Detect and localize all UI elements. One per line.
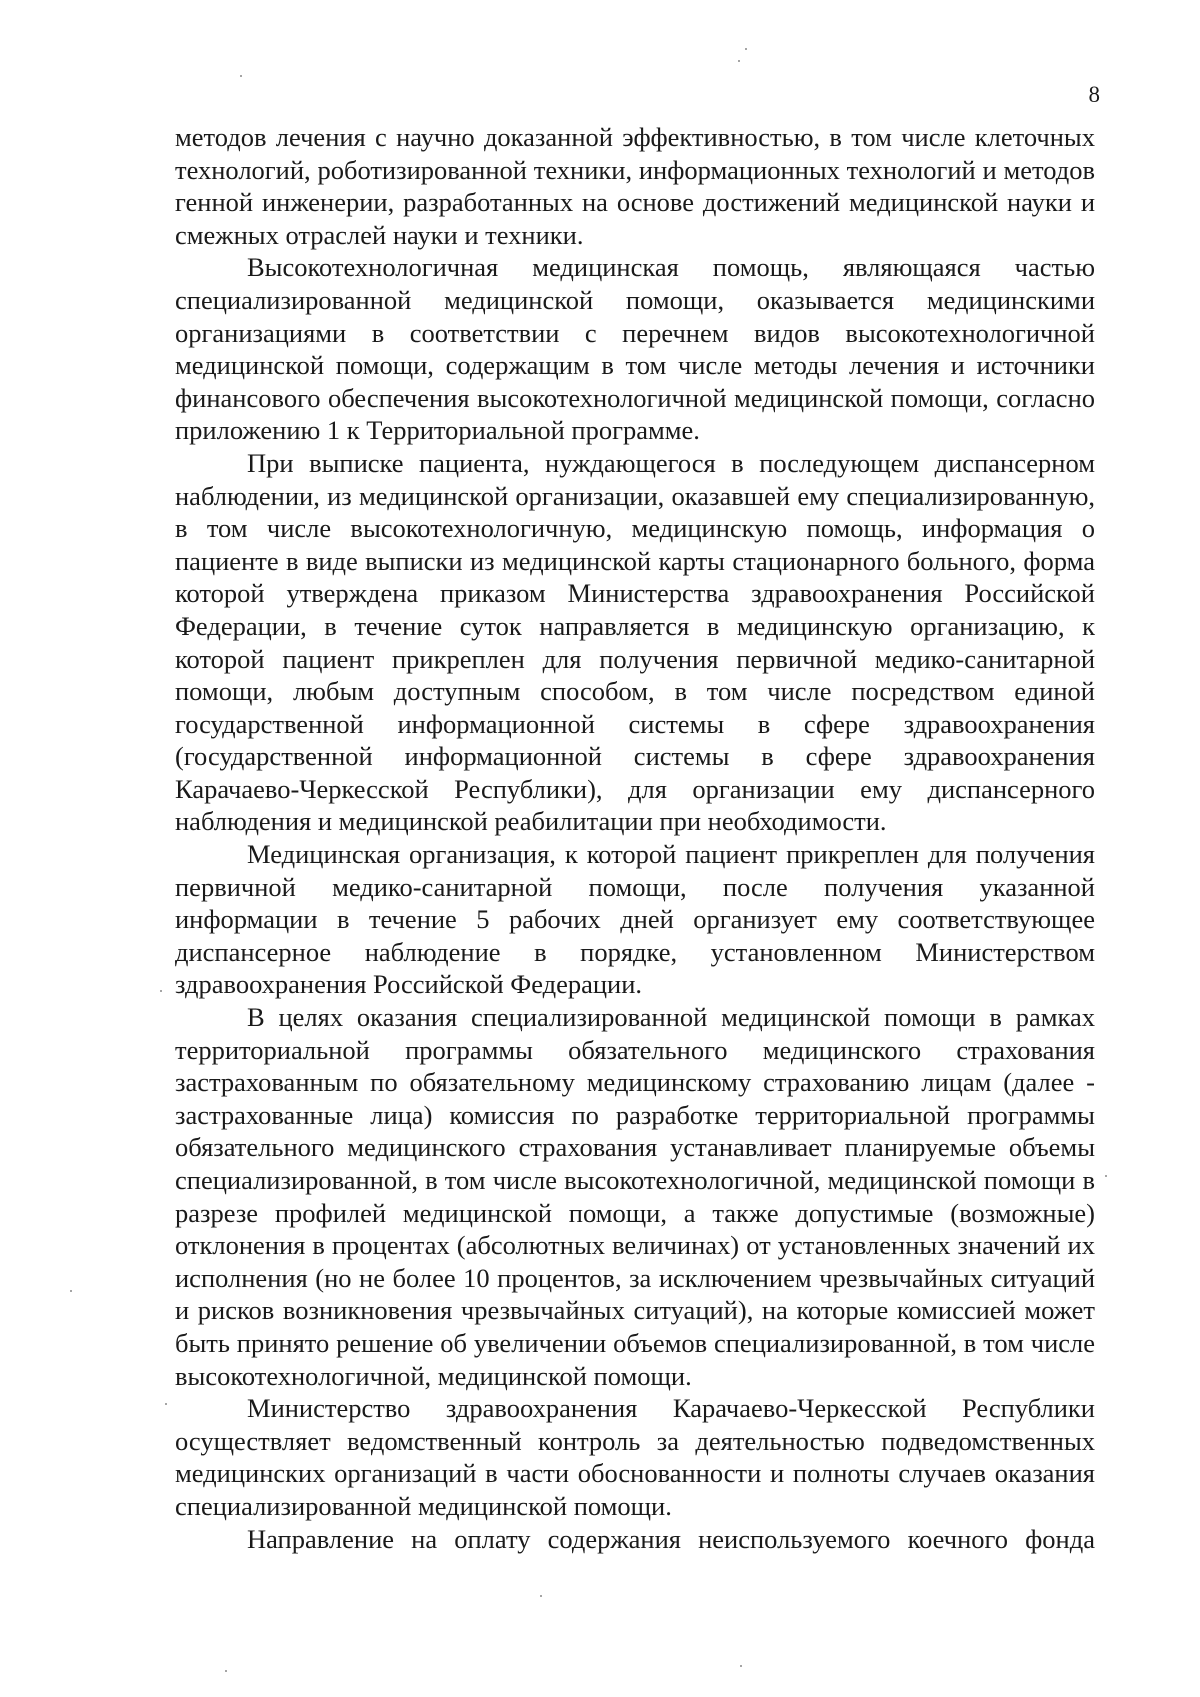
- document-body: [175, 121, 1095, 1555]
- paragraph-planned-volumes: В целях оказания специализированной медицинской помощи в рамках территориальной программы обязательного медицинского страхования застрахованным по обязательному медицинскому страхованию лицам (далее - застрахованные лица) комиссия по разработке территориальной программы обязательного медицинского страхования устанавливает планируемые объемы специализированной, в том числе высокотехнологичной, медицинской помощи в разрезе профилей медицинской помощи, а также допустимые (возможные) отклонения в процентах (абсолютных величинах) от установленных значений их исполнения (но не более 10 процентов, за исключением чрезвычайных ситуаций и рисков возникновения чрезвычайных ситуаций), на которые комиссией может быть принято решение об увеличении объемов специализированной, в том числе высокотехнологичной, медицинской помощи.: [175, 1002, 1095, 1391]
- scan-speck: [70, 1290, 72, 1292]
- scan-speck: [160, 990, 162, 992]
- scan-speck: [740, 1665, 742, 1667]
- paragraph-dispensary-observation: Медицинская организация, к которой пациент прикреплен для получения первичной медико-санитарной помощи, после получения указанной информации в течение 5 рабочих дней организует ему соответствующее диспансерное наблюдение в порядке, установленном Министерством здравоохранения Российской Федерации.: [175, 839, 1095, 1000]
- paragraph-high-tech-care: Высокотехнологичная медицинская помощь, являющаяся частью специализированной медицинской помощи, оказывается медицинскими организациями в соответствии с перечнем видов высокотехнологичной медицинской помощи, содержащим в том числе методы лечения и источники финансового обеспечения высокотехнологичной медицинской помощи, согласно приложению 1 к Территориальной программе.: [175, 252, 1095, 446]
- scan-speck: [1105, 1175, 1107, 1177]
- scan-speck: [745, 48, 747, 50]
- scan-speck: [240, 75, 242, 77]
- scan-speck: [738, 60, 740, 62]
- scan-speck: [165, 1403, 167, 1405]
- paragraph-patient-discharge: При выписке пациента, нуждающегося в последующем диспансерном наблюдении, из медицинской организации, оказавшей ему специализированную, в том числе высокотехнологичную, медицинскую помощь, информация о пациенте в виде выписки из медицинской карты стационарного больного, форма которой утверждена приказом Министерства здравоохранения Российской Федерации, в течение суток направляется в медицинскую организацию, к которой пациент прикреплен для получения первичной медико-санитарной помощи, любым доступным способом, в том числе посредством единой государственной информационной системы в сфере здравоохранения (государственной информационной системы в сфере здравоохранения Карачаево-Черкесской Республики), для организации ему диспансерного наблюдения и медицинской реабилитации при необходимости.: [175, 447, 1095, 837]
- paragraph-bed-fund: Направление на оплату содержания неиспользуемого коечного фонда: [247, 1523, 1095, 1554]
- scan-speck: [540, 1595, 542, 1597]
- paragraph-departmental-control: Министерство здравоохранения Карачаево-Черкесской Республики осуществляет ведомственный контроль за деятельностью подведомственных медицинских организаций в части обоснованности и полноты случаев оказания специализированной медицинской помощи.: [175, 1393, 1095, 1521]
- paragraph-continuation: методов лечения с научно доказанной эффективностью, в том числе клеточных технологий, роботизированной техники, информационных технологий и методов генной инженерии, разработанных на основе достижений медицинской науки и смежных отраслей науки и техники.: [175, 122, 1095, 250]
- scan-speck: [225, 1670, 227, 1672]
- page-number: 8: [1088, 82, 1100, 107]
